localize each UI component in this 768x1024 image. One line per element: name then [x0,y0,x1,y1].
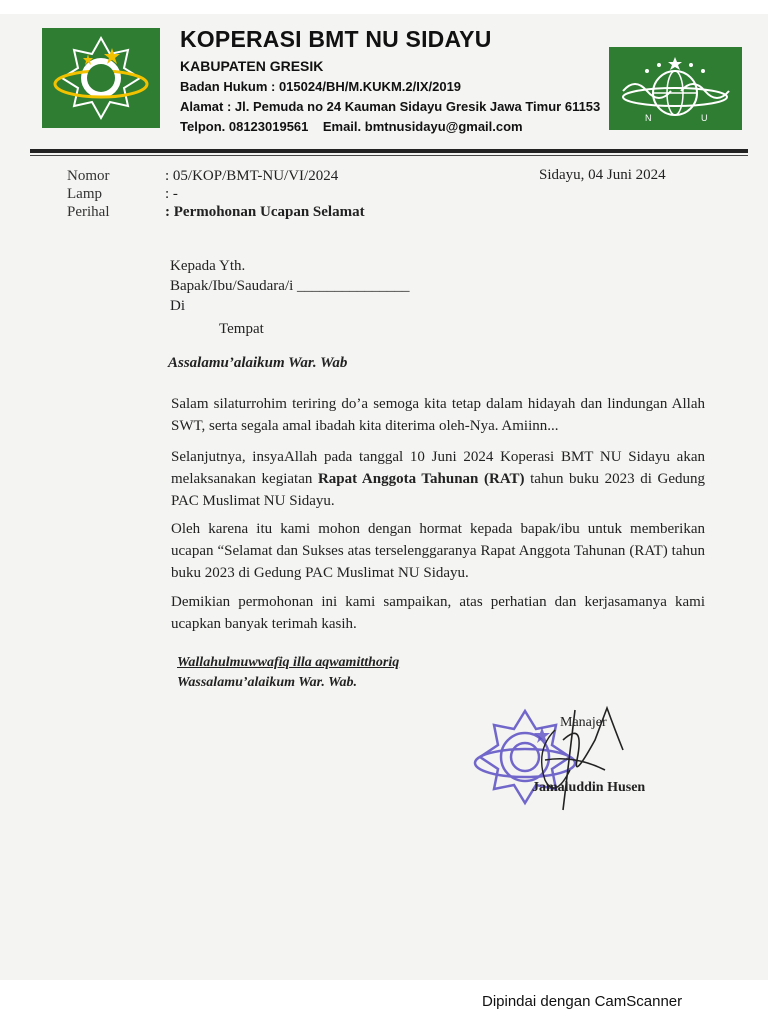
regency-name: KABUPATEN GRESIK [180,58,324,74]
closing-line-1: Wallahulmuwwafiq illa aqwamitthoriq [177,655,400,670]
lamp-row [67,185,365,203]
p2-event-name: Rapat Anggota Tahunan (RAT) [317,471,525,487]
recipient-salutation: Kepada Yth. [170,258,246,274]
body-paragraph-2 [171,446,705,512]
svg-text:N: N [645,113,652,123]
nomor-label: Nomor [67,168,110,184]
recipient-block [170,256,410,339]
lamp-label: Lamp [67,186,102,202]
handwritten-signature-icon [515,700,635,830]
body-paragraph-4: Demikian permohonan ini kami sampaikan, atas perhatian dan kerjasamanya kami ucapkan banyak terimah kasih. [171,594,705,632]
perihal-label: Perihal [67,204,110,220]
bmt-nu-logo-icon [42,28,160,128]
p2-text-before: Selanjutnya, insyaAllah pada tanggal 10 Juni 2024 Koperasi BMT NU Sidayu akan melaksanakan kegiatan [171,449,705,487]
nomor-row [67,167,365,185]
recipient-name: Bapak/Ibu/Saudara/i _______________ [170,278,410,294]
letterhead-divider-thin [30,155,748,156]
perihal-value: : Permohonan Ucapan Selamat [165,204,365,220]
recipient-di: Di [170,298,185,314]
nomor-value: : 05/KOP/BMT-NU/VI/2024 [165,168,339,184]
body-paragraph-3: Oleh karena itu kami mohon dengan hormat kepada bapak/ibu untuk memberikan ucapan “Selamat dan Sukses atas terselenggaranya Rapat Anggota Tahunan (RAT) tahun buku 2023 di Gedung PAC Muslimat NU Sidayu. [171,521,705,581]
body-paragraph-1: Salam silaturrohim teriring do’a semoga kita tetap dalam hidayah dan lindungan Allah SWT, serta segala amal ibadah kita diterima oleh-Nya. Amiinn... [171,396,705,434]
recipient-place: Tempat [219,321,264,337]
letterhead [180,24,600,137]
signatory-position: Manajer [560,715,607,730]
opening-greeting: Assalamu’alaikum War. Wab [168,355,348,371]
organization-name: KOPERASI BMT NU SIDAYU [180,26,492,52]
contact-info: Telpon. 08123019561 Email. bmtnusidayu@gmail.com [180,119,523,134]
svg-text:U: U [701,113,708,123]
lamp-value: : - [165,186,178,202]
office-address: Alamat : Jl. Pemuda no 24 Kauman Sidayu Gresik Jawa Timur 61153 [180,99,601,114]
nahdlatul-ulama-logo-icon [609,47,742,130]
closing-block [177,653,399,693]
letter-meta [67,167,365,221]
legal-entity-number: Badan Hukum : 015024/BH/M.KUKM.2/IX/2019 [180,79,462,94]
perihal-row [67,203,365,221]
closing-line-2: Wassalamu’alaikum War. Wab. [177,675,357,690]
letterhead-divider [30,149,748,153]
scanner-watermark-text: Dipindai dengan CamScanner [482,993,683,1010]
p2-text-after: tahun buku 2023 di Gedung PAC Muslimat NU Sidayu. [171,471,705,509]
signatory-name: Jamaluddin Husen [532,780,646,795]
letter-date: Sidayu, 04 Juni 2024 [539,167,666,183]
